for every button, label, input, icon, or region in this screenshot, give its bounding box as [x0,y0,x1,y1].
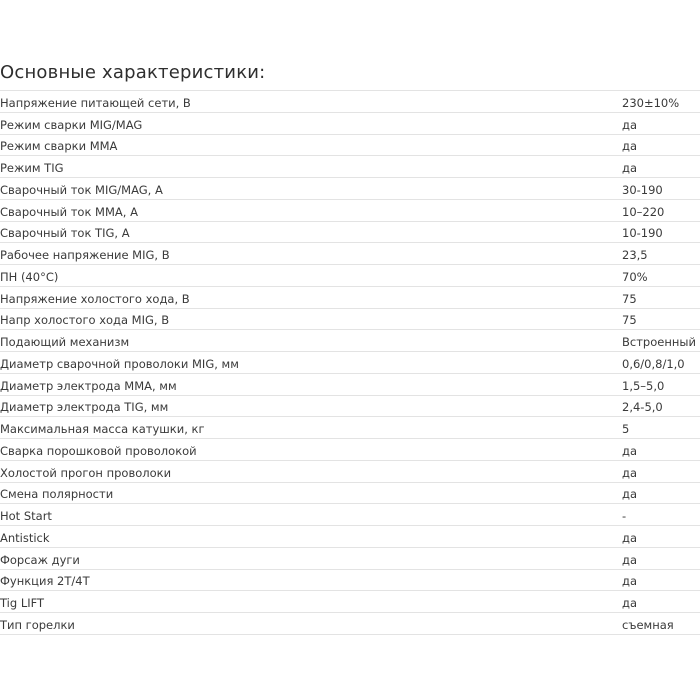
spec-value: 2,4-5,0 [622,395,700,417]
spec-name: Tig LIFT [0,591,622,613]
spec-value: 30-190 [622,178,700,200]
spec-row [0,613,700,635]
spec-name: Форсаж дуги [0,547,622,569]
spec-row [0,178,700,200]
spec-row [0,199,700,221]
spec-name: Диаметр сварочной проволоки MIG, мм [0,352,622,374]
spec-value: 230±10% [622,91,700,113]
spec-row [0,308,700,330]
spec-name: Смена полярности [0,482,622,504]
spec-value: да [622,156,700,178]
spec-value: да [622,134,700,156]
spec-row [0,373,700,395]
spec-row [0,352,700,374]
spec-name: Тип горелки [0,613,622,635]
specs-table [0,90,700,635]
spec-row [0,265,700,287]
spec-value: да [622,591,700,613]
spec-value: 75 [622,286,700,308]
spec-value: да [622,547,700,569]
spec-row [0,330,700,352]
spec-name: Максимальная масса катушки, кг [0,417,622,439]
spec-row [0,134,700,156]
spec-row [0,221,700,243]
spec-row [0,91,700,113]
spec-row [0,395,700,417]
specs-table-body [0,91,700,635]
spec-name: Подающий механизм [0,330,622,352]
spec-value: 5 [622,417,700,439]
spec-row [0,439,700,461]
spec-value: 1,5–5,0 [622,373,700,395]
spec-value: да [622,569,700,591]
spec-name: Hot Start [0,504,622,526]
spec-value: съемная [622,613,700,635]
spec-row [0,482,700,504]
spec-row [0,156,700,178]
spec-name: Диаметр электрода MMA, мм [0,373,622,395]
spec-name: Напряжение холостого хода, В [0,286,622,308]
spec-value: - [622,504,700,526]
spec-row [0,243,700,265]
spec-value: 0,6/0,8/1,0 [622,352,700,374]
spec-value: 75 [622,308,700,330]
page-title: Основные характеристики: [0,62,266,83]
spec-value: да [622,526,700,548]
spec-name: Функция 2Т/4Т [0,569,622,591]
spec-name: Напр холостого хода MIG, В [0,308,622,330]
spec-name: Режим сварки MMA [0,134,622,156]
spec-name: Сварка порошковой проволокой [0,439,622,461]
spec-value: да [622,460,700,482]
spec-row [0,417,700,439]
spec-name: Холостой прогон проволоки [0,460,622,482]
spec-name: Режим сварки MIG/MAG [0,112,622,134]
spec-name: ПН (40°С) [0,265,622,287]
spec-name: Рабочее напряжение MIG, В [0,243,622,265]
spec-row [0,547,700,569]
spec-value: Встроенный [622,330,700,352]
spec-value: да [622,112,700,134]
spec-row [0,112,700,134]
spec-name: Напряжение питающей сети, В [0,91,622,113]
spec-value: да [622,482,700,504]
spec-name: Диаметр электрода TIG, мм [0,395,622,417]
spec-name: Сварочный ток MIG/MAG, А [0,178,622,200]
spec-row [0,286,700,308]
spec-row [0,526,700,548]
spec-name: Сварочный ток MMA, А [0,199,622,221]
spec-row [0,460,700,482]
spec-value: да [622,439,700,461]
spec-name: Сварочный ток TIG, А [0,221,622,243]
spec-value: 70% [622,265,700,287]
spec-value: 10-190 [622,221,700,243]
spec-row [0,504,700,526]
spec-name: Режим TIG [0,156,622,178]
spec-name: Antistick [0,526,622,548]
spec-value: 23,5 [622,243,700,265]
spec-row [0,569,700,591]
spec-row [0,591,700,613]
spec-value: 10–220 [622,199,700,221]
